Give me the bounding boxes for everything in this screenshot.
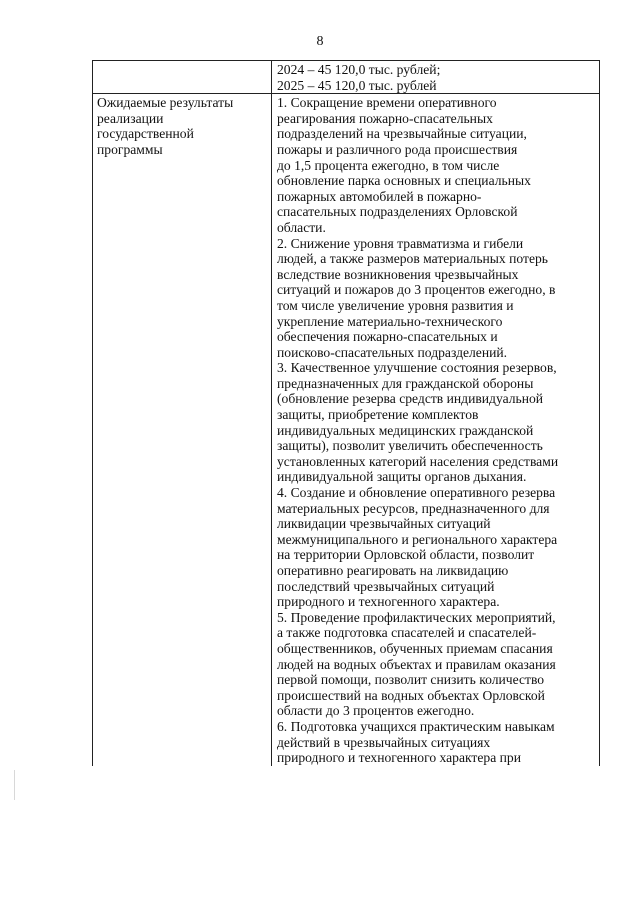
result-text-line: до 1,5 процента ежегодно, в том числе bbox=[277, 157, 500, 173]
results-content-cell bbox=[272, 94, 600, 766]
result-text-line: спасательных подразделениях Орловской bbox=[277, 204, 518, 220]
result-text-line: защиты, приобретение комплектов bbox=[277, 407, 479, 423]
results-label-line: Ожидаемые результаты bbox=[97, 95, 234, 111]
result-text-line: установленных категорий населения средствами bbox=[277, 453, 559, 469]
result-text-line: ликвидации чрезвычайных ситуаций bbox=[277, 516, 491, 532]
result-text-line: происшествий на водных объектах Орловской bbox=[277, 687, 545, 703]
funding-line: 2024 – 45 120,0 тыс. рублей; bbox=[277, 62, 441, 77]
result-text-line: действий в чрезвычайных ситуациях bbox=[277, 734, 491, 750]
funding-content-cell bbox=[272, 61, 600, 94]
result-text-line: 1. Сокращение времени оперативного bbox=[277, 95, 497, 111]
result-text-line: укрепление материально-технического bbox=[277, 313, 503, 329]
result-text-line: подразделений на чрезвычайные ситуации, bbox=[277, 126, 527, 142]
result-text-line: людей, а также размеров материальных потерь bbox=[277, 251, 548, 267]
result-text-line: материальных ресурсов, предназначенного для bbox=[277, 500, 550, 516]
result-text-line: 6. Подготовка учащихся практическим навыкам bbox=[277, 718, 555, 734]
result-text-line: на территории Орловской области, позволит bbox=[277, 547, 535, 563]
result-text-line: людей на водных объектах и правилам оказания bbox=[277, 656, 556, 672]
result-text-line: пожарных автомобилей в пожарно- bbox=[277, 188, 482, 204]
result-text-line: (обновление резерва средств индивидуальной bbox=[277, 391, 544, 407]
result-text-line: предназначенных для гражданской обороны bbox=[277, 375, 534, 391]
results-label-cell bbox=[93, 94, 272, 766]
funding-row bbox=[93, 61, 600, 94]
result-text-line: области. bbox=[277, 219, 326, 235]
result-text-line: защиты), позволит увеличить обеспеченность bbox=[277, 438, 543, 454]
result-text-line: последствий чрезвычайных ситуаций bbox=[277, 578, 495, 594]
program-passport-table bbox=[92, 60, 600, 766]
results-label-line: реализации bbox=[97, 110, 164, 126]
scan-margin-mark bbox=[14, 770, 15, 800]
result-text-line: первой помощи, позволит снизить количество bbox=[277, 672, 545, 688]
result-text-line: природного и техногенного характера при bbox=[277, 750, 521, 766]
result-text-line: а также подготовка спасателей и спасателей- bbox=[277, 625, 537, 641]
results-row bbox=[93, 94, 600, 766]
result-text-line: оперативно реагировать на ликвидацию bbox=[277, 563, 509, 578]
result-text-line: том числе увеличение уровня развития и bbox=[277, 297, 514, 313]
result-text-line: 3. Качественное улучшение состояния резервов, bbox=[277, 360, 557, 376]
result-text-line: обновление парка основных и специальных bbox=[277, 173, 531, 189]
result-text-line: индивидуальных медицинских гражданской bbox=[277, 422, 534, 438]
results-label-line: программы bbox=[97, 141, 163, 157]
result-text-line: индивидуальной защиты органов дыхания. bbox=[277, 469, 527, 485]
result-text-line: общественников, обученных приемам спасания bbox=[277, 640, 553, 656]
result-text-line: 4. Создание и обновление оперативного резерва bbox=[277, 485, 556, 501]
result-text-line: пожары и различного рода происшествия bbox=[277, 141, 518, 157]
result-text-line: обеспечения пожарно-спасательных и bbox=[277, 329, 498, 345]
result-text-line: поисково-спасательных подразделений. bbox=[277, 344, 508, 360]
result-text-line: 2. Снижение уровня травматизма и гибели bbox=[277, 235, 524, 251]
funding-line: 2025 – 45 120,0 тыс. рублей bbox=[277, 77, 437, 93]
result-text-line: ситуаций и пожаров до 3 процентов ежегодно, в bbox=[277, 282, 556, 298]
result-text-line: вследствие возникновения чрезвычайных bbox=[277, 266, 519, 282]
result-text-line: 5. Проведение профилактических мероприятий, bbox=[277, 609, 556, 625]
result-text-line: области до 3 процентов ежегодно. bbox=[277, 703, 475, 719]
result-text-line: реагирования пожарно-спасательных bbox=[277, 110, 493, 126]
result-text-line: природного и техногенного характера. bbox=[277, 594, 500, 610]
result-text-line: межмуниципального и регионального характера bbox=[277, 531, 558, 547]
results-label-line: государственной bbox=[97, 126, 194, 142]
funding-label-cell bbox=[93, 61, 272, 94]
page-number: 8 bbox=[316, 34, 324, 49]
